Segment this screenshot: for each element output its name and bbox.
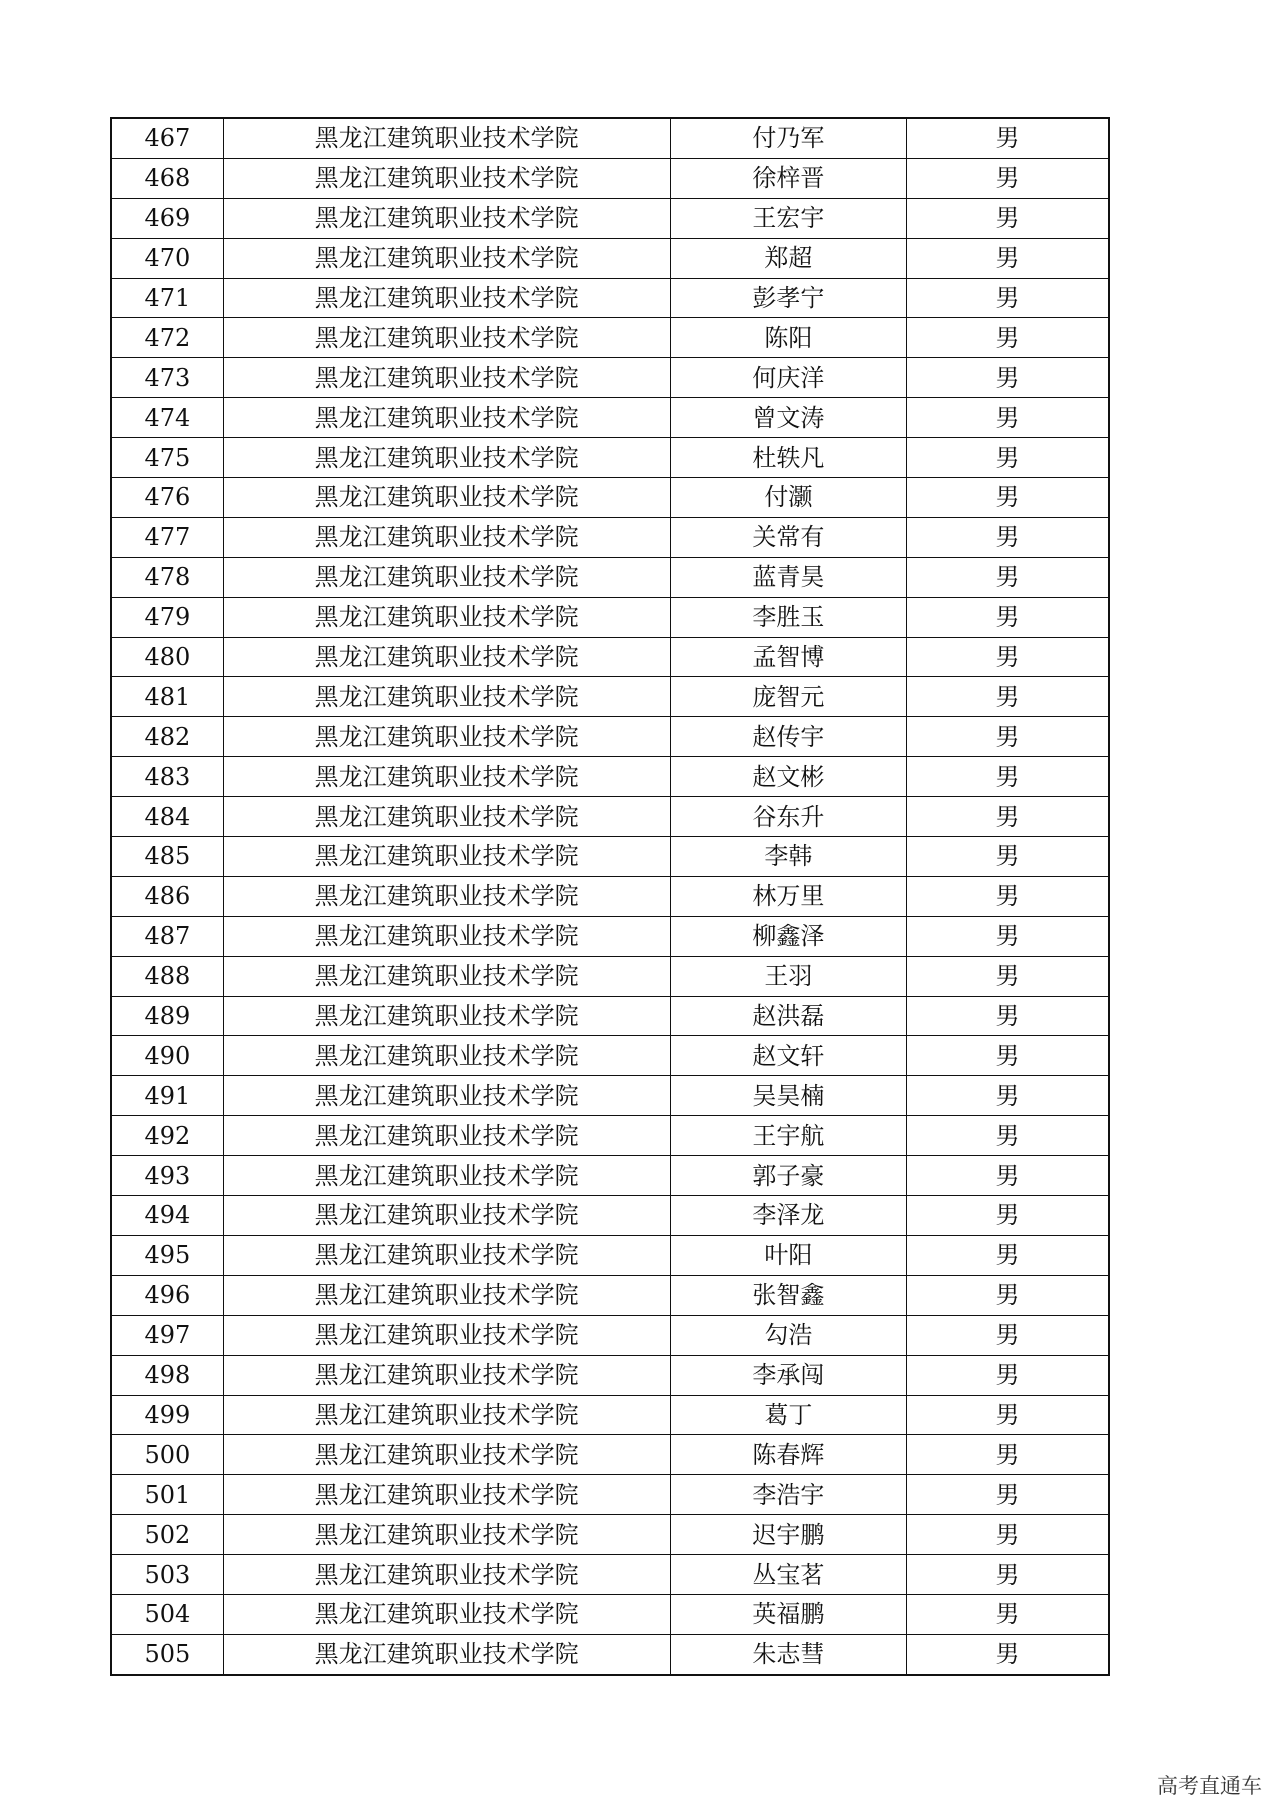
table-row [111,1235,1109,1275]
table-row [111,318,1109,358]
table-row [111,876,1109,916]
row-number-cell: 500 [111,1435,223,1475]
row-number-cell: 505 [111,1634,223,1674]
school-cell: 黑龙江建筑职业技术学院 [223,198,670,238]
table-row [111,278,1109,318]
row-number-cell: 481 [111,677,223,717]
school-cell: 黑龙江建筑职业技术学院 [223,1475,670,1515]
table-row [111,1116,1109,1156]
student-name-cell: 何庆洋 [670,358,906,398]
row-number-cell: 487 [111,916,223,956]
table-row [111,1515,1109,1555]
student-name-cell: 郭子豪 [670,1156,906,1196]
school-cell: 黑龙江建筑职业技术学院 [223,278,670,318]
row-number-cell: 503 [111,1555,223,1595]
school-cell: 黑龙江建筑职业技术学院 [223,996,670,1036]
table-row [111,198,1109,238]
gender-cell: 男 [907,478,1109,518]
gender-cell: 男 [907,1116,1109,1156]
row-number-cell: 489 [111,996,223,1036]
gender-cell: 男 [907,278,1109,318]
gender-cell: 男 [907,1515,1109,1555]
row-number-cell: 498 [111,1355,223,1395]
gender-cell: 男 [907,1594,1109,1634]
gender-cell: 男 [907,956,1109,996]
school-cell: 黑龙江建筑职业技术学院 [223,1594,670,1634]
student-name-cell: 李浩宇 [670,1475,906,1515]
gender-cell: 男 [907,717,1109,757]
school-cell: 黑龙江建筑职业技术学院 [223,557,670,597]
student-name-cell: 杜轶凡 [670,438,906,478]
row-number-cell: 476 [111,478,223,518]
student-name-cell: 葛丁 [670,1395,906,1435]
school-cell: 黑龙江建筑职业技术学院 [223,118,670,158]
gender-cell: 男 [907,837,1109,877]
table-row [111,1594,1109,1634]
gender-cell: 男 [907,1036,1109,1076]
row-number-cell: 496 [111,1275,223,1315]
gender-cell: 男 [907,996,1109,1036]
gender-cell: 男 [907,597,1109,637]
school-cell: 黑龙江建筑职业技术学院 [223,597,670,637]
student-name-cell: 徐梓晋 [670,158,906,198]
school-cell: 黑龙江建筑职业技术学院 [223,318,670,358]
table-row [111,1036,1109,1076]
table-row [111,1275,1109,1315]
school-cell: 黑龙江建筑职业技术学院 [223,1315,670,1355]
row-number-cell: 499 [111,1395,223,1435]
gender-cell: 男 [907,1555,1109,1595]
table-row [111,837,1109,877]
table-row [111,916,1109,956]
row-number-cell: 469 [111,198,223,238]
table-row [111,637,1109,677]
student-name-cell: 李韩 [670,837,906,877]
school-cell: 黑龙江建筑职业技术学院 [223,1196,670,1236]
table-row [111,118,1109,158]
student-name-cell: 李泽龙 [670,1196,906,1236]
gender-cell: 男 [907,757,1109,797]
gender-cell: 男 [907,1435,1109,1475]
school-cell: 黑龙江建筑职业技术学院 [223,358,670,398]
row-number-cell: 478 [111,557,223,597]
student-name-cell: 英福鹏 [670,1594,906,1634]
table-row [111,158,1109,198]
row-number-cell: 482 [111,717,223,757]
student-name-cell: 林万里 [670,876,906,916]
gender-cell: 男 [907,876,1109,916]
gender-cell: 男 [907,1196,1109,1236]
school-cell: 黑龙江建筑职业技术学院 [223,1355,670,1395]
table-row [111,797,1109,837]
row-number-cell: 504 [111,1594,223,1634]
gender-cell: 男 [907,118,1109,158]
student-name-cell: 关常有 [670,517,906,557]
gender-cell: 男 [907,797,1109,837]
school-cell: 黑龙江建筑职业技术学院 [223,238,670,278]
student-name-cell: 王宏宇 [670,198,906,238]
table-row [111,517,1109,557]
school-cell: 黑龙江建筑职业技术学院 [223,1634,670,1674]
row-number-cell: 467 [111,118,223,158]
gender-cell: 男 [907,198,1109,238]
row-number-cell: 486 [111,876,223,916]
table-row [111,1634,1109,1674]
row-number-cell: 474 [111,398,223,438]
row-number-cell: 502 [111,1515,223,1555]
gender-cell: 男 [907,1076,1109,1116]
gender-cell: 男 [907,916,1109,956]
school-cell: 黑龙江建筑职业技术学院 [223,837,670,877]
student-name-cell: 付灏 [670,478,906,518]
table-body [111,118,1109,1675]
table-row [111,1475,1109,1515]
table-row [111,757,1109,797]
table-row [111,438,1109,478]
row-number-cell: 473 [111,358,223,398]
row-number-cell: 479 [111,597,223,637]
student-name-cell: 赵文轩 [670,1036,906,1076]
school-cell: 黑龙江建筑职业技术学院 [223,517,670,557]
school-cell: 黑龙江建筑职业技术学院 [223,1555,670,1595]
student-name-cell: 李承闯 [670,1355,906,1395]
school-cell: 黑龙江建筑职业技术学院 [223,398,670,438]
gender-cell: 男 [907,398,1109,438]
table-row [111,597,1109,637]
student-name-cell: 蓝青昊 [670,557,906,597]
school-cell: 黑龙江建筑职业技术学院 [223,717,670,757]
row-number-cell: 471 [111,278,223,318]
student-name-cell: 王宇航 [670,1116,906,1156]
row-number-cell: 488 [111,956,223,996]
student-name-cell: 李胜玉 [670,597,906,637]
gender-cell: 男 [907,238,1109,278]
school-cell: 黑龙江建筑职业技术学院 [223,1235,670,1275]
table-row [111,1315,1109,1355]
student-name-cell: 叶阳 [670,1235,906,1275]
student-name-cell: 朱志彗 [670,1634,906,1674]
table-row [111,996,1109,1036]
gender-cell: 男 [907,1395,1109,1435]
row-number-cell: 491 [111,1076,223,1116]
student-name-cell: 付乃军 [670,118,906,158]
watermark-text: 高考直通车 [1157,1774,1262,1798]
table-row [111,717,1109,757]
row-number-cell: 494 [111,1196,223,1236]
gender-cell: 男 [907,677,1109,717]
row-number-cell: 470 [111,238,223,278]
student-name-cell: 郑超 [670,238,906,278]
row-number-cell: 468 [111,158,223,198]
student-name-cell: 谷东升 [670,797,906,837]
school-cell: 黑龙江建筑职业技术学院 [223,1076,670,1116]
student-name-cell: 孟智博 [670,637,906,677]
table-row [111,1395,1109,1435]
gender-cell: 男 [907,637,1109,677]
row-number-cell: 472 [111,318,223,358]
student-name-cell: 勾浩 [670,1315,906,1355]
gender-cell: 男 [907,1634,1109,1674]
table-row [111,1076,1109,1116]
student-name-cell: 迟宇鹏 [670,1515,906,1555]
student-name-cell: 丛宝茗 [670,1555,906,1595]
school-cell: 黑龙江建筑职业技术学院 [223,1435,670,1475]
row-number-cell: 484 [111,797,223,837]
gender-cell: 男 [907,1156,1109,1196]
table-row [111,956,1109,996]
school-cell: 黑龙江建筑职业技术学院 [223,876,670,916]
gender-cell: 男 [907,517,1109,557]
table-row [111,557,1109,597]
student-name-cell: 赵传宇 [670,717,906,757]
school-cell: 黑龙江建筑职业技术学院 [223,797,670,837]
row-number-cell: 501 [111,1475,223,1515]
student-name-cell: 庞智元 [670,677,906,717]
gender-cell: 男 [907,1475,1109,1515]
school-cell: 黑龙江建筑职业技术学院 [223,1036,670,1076]
school-cell: 黑龙江建筑职业技术学院 [223,757,670,797]
table-row [111,1355,1109,1395]
table-row [111,677,1109,717]
row-number-cell: 492 [111,1116,223,1156]
student-list-table [110,117,1110,1676]
school-cell: 黑龙江建筑职业技术学院 [223,1515,670,1555]
table-row [111,1196,1109,1236]
student-name-cell: 陈春辉 [670,1435,906,1475]
table-row [111,1156,1109,1196]
school-cell: 黑龙江建筑职业技术学院 [223,956,670,996]
student-name-cell: 柳鑫泽 [670,916,906,956]
table-row [111,238,1109,278]
row-number-cell: 495 [111,1235,223,1275]
gender-cell: 男 [907,438,1109,478]
school-cell: 黑龙江建筑职业技术学院 [223,1116,670,1156]
gender-cell: 男 [907,557,1109,597]
school-cell: 黑龙江建筑职业技术学院 [223,478,670,518]
gender-cell: 男 [907,1275,1109,1315]
school-cell: 黑龙江建筑职业技术学院 [223,916,670,956]
row-number-cell: 497 [111,1315,223,1355]
row-number-cell: 480 [111,637,223,677]
student-name-cell: 赵文彬 [670,757,906,797]
school-cell: 黑龙江建筑职业技术学院 [223,1395,670,1435]
gender-cell: 男 [907,1355,1109,1395]
student-name-cell: 彭孝宁 [670,278,906,318]
school-cell: 黑龙江建筑职业技术学院 [223,158,670,198]
student-name-cell: 陈阳 [670,318,906,358]
student-name-cell: 王羽 [670,956,906,996]
row-number-cell: 483 [111,757,223,797]
gender-cell: 男 [907,1315,1109,1355]
school-cell: 黑龙江建筑职业技术学院 [223,1275,670,1315]
table-row [111,1555,1109,1595]
gender-cell: 男 [907,158,1109,198]
row-number-cell: 477 [111,517,223,557]
student-name-cell: 张智鑫 [670,1275,906,1315]
school-cell: 黑龙江建筑职业技术学院 [223,1156,670,1196]
school-cell: 黑龙江建筑职业技术学院 [223,438,670,478]
table-row [111,1435,1109,1475]
gender-cell: 男 [907,1235,1109,1275]
school-cell: 黑龙江建筑职业技术学院 [223,677,670,717]
student-name-cell: 吴昊楠 [670,1076,906,1116]
table-row [111,398,1109,438]
student-name-cell: 曾文涛 [670,398,906,438]
row-number-cell: 493 [111,1156,223,1196]
student-name-cell: 赵洪磊 [670,996,906,1036]
row-number-cell: 475 [111,438,223,478]
school-cell: 黑龙江建筑职业技术学院 [223,637,670,677]
table-row [111,478,1109,518]
gender-cell: 男 [907,358,1109,398]
row-number-cell: 485 [111,837,223,877]
row-number-cell: 490 [111,1036,223,1076]
table-row [111,358,1109,398]
gender-cell: 男 [907,318,1109,358]
